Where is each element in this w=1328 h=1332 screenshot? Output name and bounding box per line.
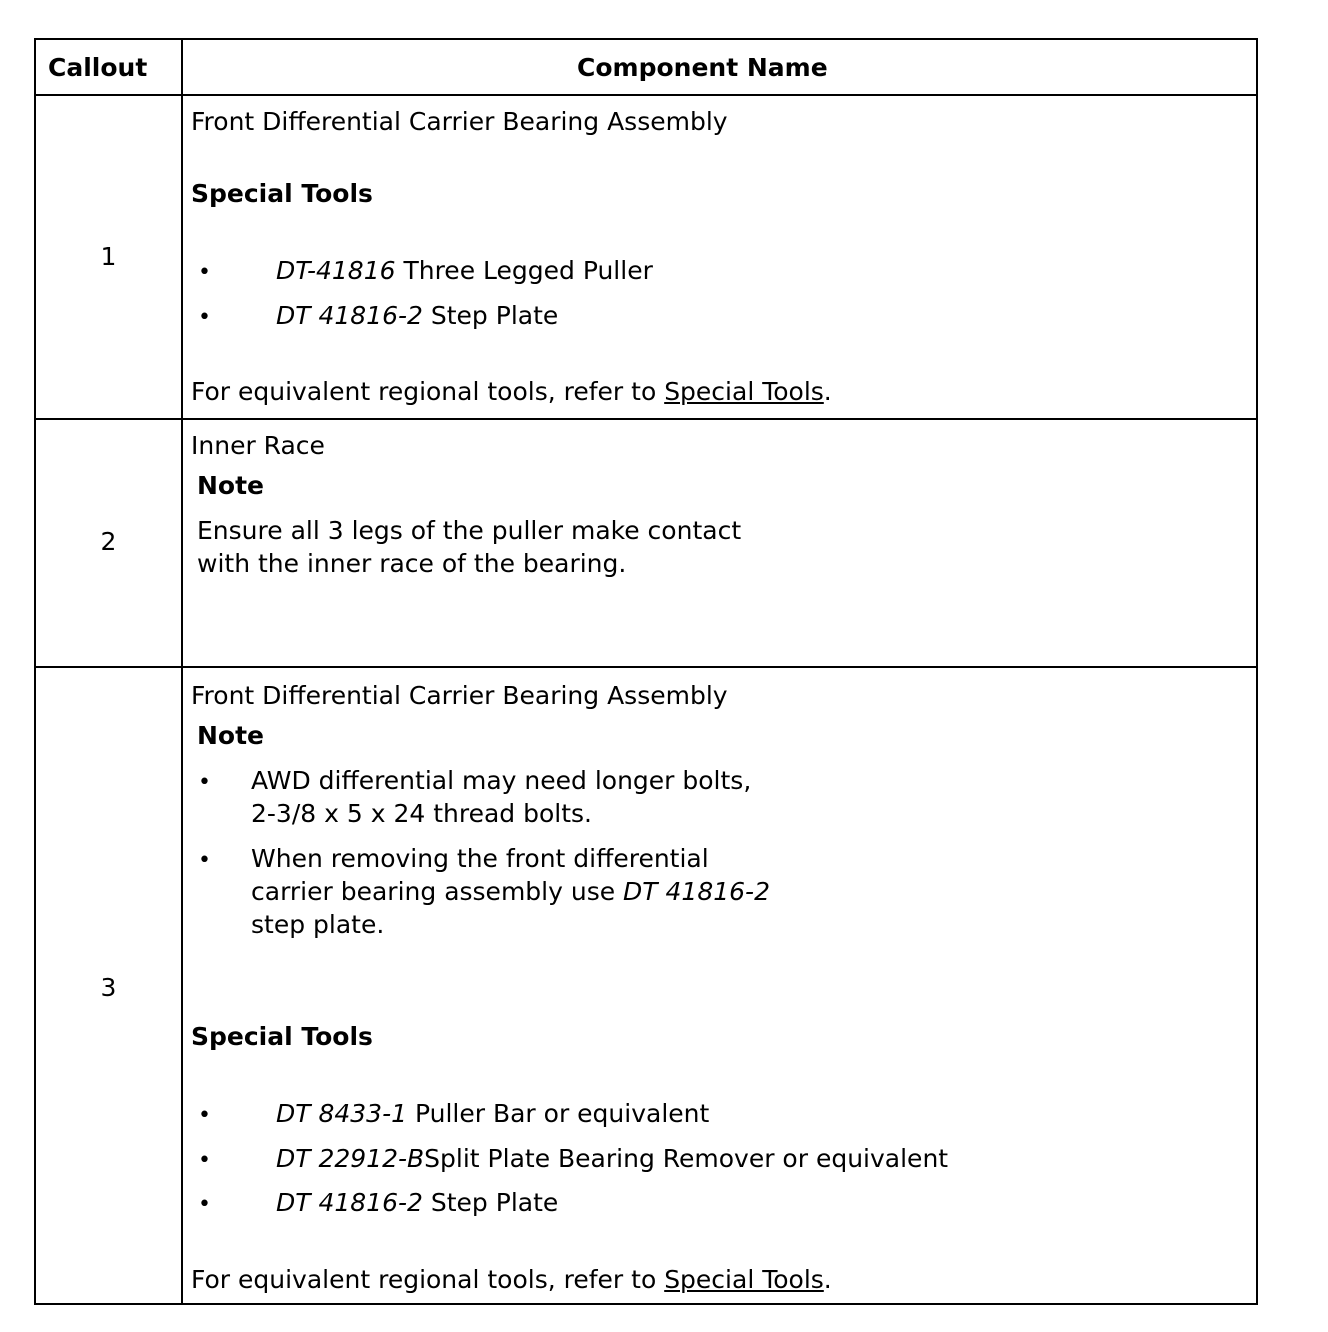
regional-tools-footer: For equivalent regional tools, refer to Special Tools.	[191, 1265, 832, 1294]
header-row	[36, 40, 1256, 94]
special-tools-link[interactable]: Special Tools	[664, 377, 824, 406]
special-tools-heading: Special Tools	[191, 179, 373, 208]
note-text: 2-3/8 x 5 x 24 thread bolts.	[251, 799, 592, 828]
callout-number: 1	[100, 242, 117, 271]
tool-item: DT 41816-2 Step Plate	[276, 301, 559, 330]
callout-header: Callout	[48, 53, 148, 82]
table-row	[36, 418, 1256, 666]
callout-number: 3	[100, 973, 117, 1002]
note-heading: Note	[197, 471, 265, 500]
regional-tools-footer: For equivalent regional tools, refer to Special Tools.	[191, 377, 832, 406]
tool-item: DT 41816-2 Step Plate	[276, 1188, 559, 1217]
special-tools-heading: Special Tools	[191, 1022, 373, 1051]
component-title: Front Differential Carrier Bearing Assembly	[191, 107, 728, 136]
note-text: carrier bearing assembly use DT 41816-2	[251, 877, 770, 906]
note-text: Ensure all 3 legs of the puller make contact	[197, 516, 742, 545]
note-text: AWD differential may need longer bolts,	[251, 766, 752, 795]
bullet-icon: •	[198, 1192, 211, 1217]
note-text: step plate.	[251, 910, 385, 939]
note-text: with the inner race of the bearing.	[197, 549, 627, 578]
component-table	[34, 38, 1258, 1305]
bullet-icon: •	[198, 1103, 211, 1128]
special-tools-link[interactable]: Special Tools	[664, 1265, 824, 1294]
note-text: When removing the front differential	[251, 844, 709, 873]
tool-item: DT 22912-BSplit Plate Bearing Remover or equivalent	[276, 1144, 949, 1173]
component-name-header: Component Name	[577, 53, 828, 82]
bullet-icon: •	[198, 305, 211, 330]
bullet-icon: •	[198, 260, 211, 285]
table-row	[36, 94, 1256, 418]
bullet-icon: •	[198, 770, 211, 795]
bullet-icon: •	[198, 848, 211, 873]
note-heading: Note	[197, 721, 265, 750]
tool-item: DT-41816 Three Legged Puller	[276, 256, 653, 285]
component-title: Front Differential Carrier Bearing Assembly	[191, 681, 728, 710]
tool-item: DT 8433-1 Puller Bar or equivalent	[276, 1099, 710, 1128]
table-row	[36, 666, 1256, 1303]
bullet-icon: •	[198, 1148, 211, 1173]
component-title: Inner Race	[191, 431, 325, 460]
callout-number: 2	[100, 527, 117, 556]
